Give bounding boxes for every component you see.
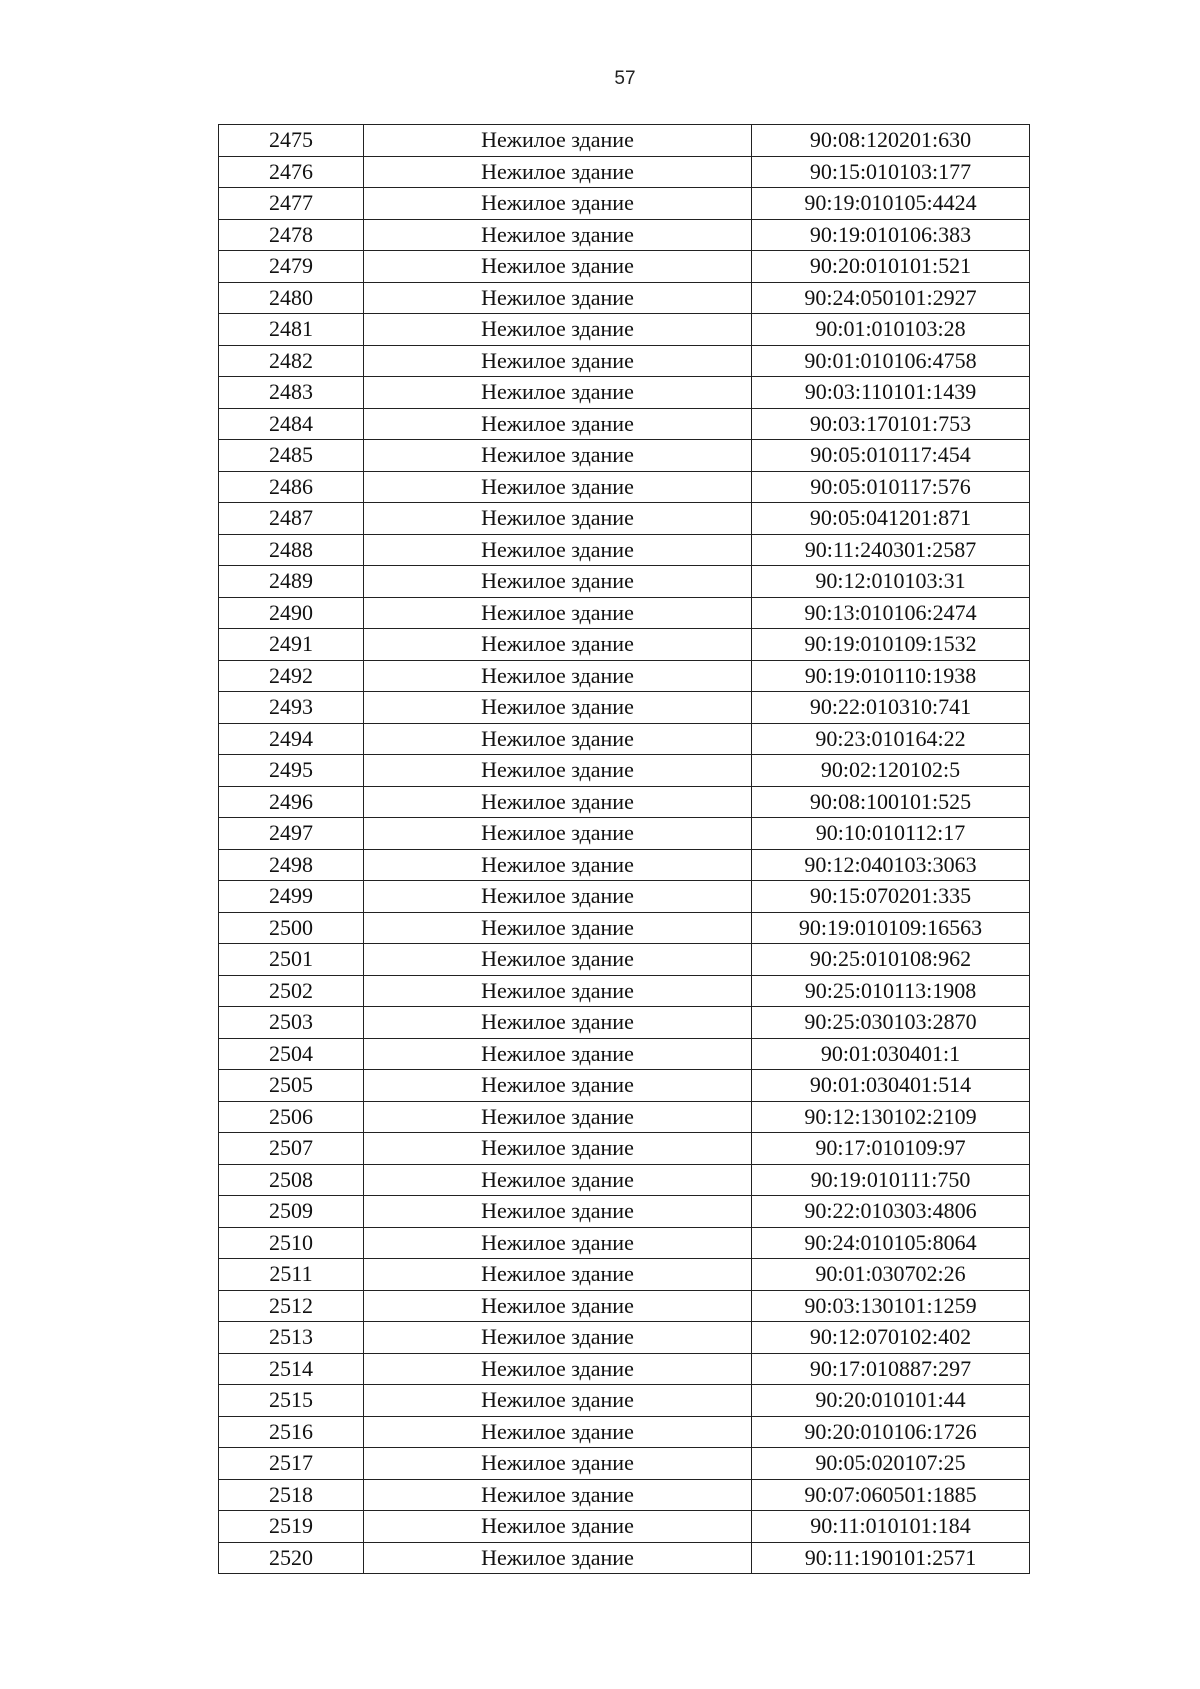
table-row: [219, 1164, 1030, 1196]
cadastral-number-cell: 90:13:010106:2474: [752, 597, 1030, 629]
row-number-cell: 2499: [219, 881, 364, 913]
object-type-cell: Нежилое здание: [364, 471, 752, 503]
cadastral-number-cell: 90:03:130101:1259: [752, 1290, 1030, 1322]
object-type-cell: Нежилое здание: [364, 1070, 752, 1102]
cadastral-number-cell: 90:03:110101:1439: [752, 377, 1030, 409]
row-number-cell: 2491: [219, 629, 364, 661]
table-row: [219, 1479, 1030, 1511]
object-type-cell: Нежилое здание: [364, 188, 752, 220]
registry-table: [218, 124, 1030, 1574]
row-number-cell: 2504: [219, 1038, 364, 1070]
cadastral-number-cell: 90:05:010117:454: [752, 440, 1030, 472]
object-type-cell: Нежилое здание: [364, 377, 752, 409]
object-type-cell: Нежилое здание: [364, 534, 752, 566]
object-type-cell: Нежилое здание: [364, 314, 752, 346]
table-row: [219, 1133, 1030, 1165]
cadastral-number-cell: 90:08:100101:525: [752, 786, 1030, 818]
object-type-cell: Нежилое здание: [364, 251, 752, 283]
cadastral-number-cell: 90:20:010101:521: [752, 251, 1030, 283]
object-type-cell: Нежилое здание: [364, 156, 752, 188]
cadastral-number-cell: 90:11:010101:184: [752, 1511, 1030, 1543]
object-type-cell: Нежилое здание: [364, 1290, 752, 1322]
table-row: [219, 1511, 1030, 1543]
table-row: [219, 1542, 1030, 1574]
table-row: [219, 471, 1030, 503]
object-type-cell: Нежилое здание: [364, 1448, 752, 1480]
cadastral-number-cell: 90:19:010105:4424: [752, 188, 1030, 220]
table-row: [219, 1353, 1030, 1385]
object-type-cell: Нежилое здание: [364, 660, 752, 692]
table-row: [219, 219, 1030, 251]
row-number-cell: 2520: [219, 1542, 364, 1574]
object-type-cell: Нежилое здание: [364, 1227, 752, 1259]
object-type-cell: Нежилое здание: [364, 503, 752, 535]
cadastral-number-cell: 90:19:010106:383: [752, 219, 1030, 251]
table-row: [219, 786, 1030, 818]
table-row: [219, 282, 1030, 314]
cadastral-number-cell: 90:19:010111:750: [752, 1164, 1030, 1196]
table-row: [219, 1101, 1030, 1133]
table-row: [219, 881, 1030, 913]
object-type-cell: Нежилое здание: [364, 125, 752, 157]
table-row: [219, 597, 1030, 629]
object-type-cell: Нежилое здание: [364, 1164, 752, 1196]
cadastral-number-cell: 90:24:050101:2927: [752, 282, 1030, 314]
row-number-cell: 2509: [219, 1196, 364, 1228]
table-row: [219, 755, 1030, 787]
row-number-cell: 2505: [219, 1070, 364, 1102]
object-type-cell: Нежилое здание: [364, 1416, 752, 1448]
row-number-cell: 2480: [219, 282, 364, 314]
cadastral-number-cell: 90:25:030103:2870: [752, 1007, 1030, 1039]
cadastral-number-cell: 90:10:010112:17: [752, 818, 1030, 850]
object-type-cell: Нежилое здание: [364, 849, 752, 881]
row-number-cell: 2500: [219, 912, 364, 944]
row-number-cell: 2507: [219, 1133, 364, 1165]
row-number-cell: 2475: [219, 125, 364, 157]
row-number-cell: 2501: [219, 944, 364, 976]
table-row: [219, 1038, 1030, 1070]
object-type-cell: Нежилое здание: [364, 1385, 752, 1417]
row-number-cell: 2495: [219, 755, 364, 787]
cadastral-number-cell: 90:05:041201:871: [752, 503, 1030, 535]
row-number-cell: 2493: [219, 692, 364, 724]
cadastral-number-cell: 90:19:010110:1938: [752, 660, 1030, 692]
row-number-cell: 2479: [219, 251, 364, 283]
row-number-cell: 2486: [219, 471, 364, 503]
object-type-cell: Нежилое здание: [364, 1511, 752, 1543]
row-number-cell: 2488: [219, 534, 364, 566]
table-row: [219, 125, 1030, 157]
cadastral-number-cell: 90:17:010887:297: [752, 1353, 1030, 1385]
table-row: [219, 1007, 1030, 1039]
object-type-cell: Нежилое здание: [364, 1133, 752, 1165]
object-type-cell: Нежилое здание: [364, 1542, 752, 1574]
table-row: [219, 818, 1030, 850]
object-type-cell: Нежилое здание: [364, 566, 752, 598]
table-row: [219, 723, 1030, 755]
row-number-cell: 2508: [219, 1164, 364, 1196]
table-row: [219, 1322, 1030, 1354]
cadastral-number-cell: 90:15:010103:177: [752, 156, 1030, 188]
object-type-cell: Нежилое здание: [364, 1479, 752, 1511]
cadastral-number-cell: 90:12:010103:31: [752, 566, 1030, 598]
cadastral-number-cell: 90:25:010108:962: [752, 944, 1030, 976]
cadastral-number-cell: 90:17:010109:97: [752, 1133, 1030, 1165]
object-type-cell: Нежилое здание: [364, 597, 752, 629]
registry-table-body: [219, 125, 1030, 1574]
row-number-cell: 2490: [219, 597, 364, 629]
table-row: [219, 566, 1030, 598]
cadastral-number-cell: 90:02:120102:5: [752, 755, 1030, 787]
object-type-cell: Нежилое здание: [364, 1353, 752, 1385]
object-type-cell: Нежилое здание: [364, 944, 752, 976]
table-row: [219, 1385, 1030, 1417]
object-type-cell: Нежилое здание: [364, 755, 752, 787]
row-number-cell: 2516: [219, 1416, 364, 1448]
cadastral-number-cell: 90:03:170101:753: [752, 408, 1030, 440]
cadastral-number-cell: 90:20:010106:1726: [752, 1416, 1030, 1448]
cadastral-number-cell: 90:25:010113:1908: [752, 975, 1030, 1007]
table-row: [219, 314, 1030, 346]
table-row: [219, 912, 1030, 944]
cadastral-number-cell: 90:01:030702:26: [752, 1259, 1030, 1291]
cadastral-number-cell: 90:07:060501:1885: [752, 1479, 1030, 1511]
cadastral-number-cell: 90:12:040103:3063: [752, 849, 1030, 881]
row-number-cell: 2496: [219, 786, 364, 818]
table-row: [219, 1227, 1030, 1259]
table-row: [219, 1259, 1030, 1291]
page-number: 57: [614, 68, 636, 89]
row-number-cell: 2482: [219, 345, 364, 377]
object-type-cell: Нежилое здание: [364, 1322, 752, 1354]
table-row: [219, 849, 1030, 881]
cadastral-number-cell: 90:11:190101:2571: [752, 1542, 1030, 1574]
table-row: [219, 660, 1030, 692]
row-number-cell: 2517: [219, 1448, 364, 1480]
table-row: [219, 944, 1030, 976]
cadastral-number-cell: 90:22:010310:741: [752, 692, 1030, 724]
object-type-cell: Нежилое здание: [364, 1196, 752, 1228]
row-number-cell: 2513: [219, 1322, 364, 1354]
table-row: [219, 1290, 1030, 1322]
cadastral-number-cell: 90:24:010105:8064: [752, 1227, 1030, 1259]
row-number-cell: 2487: [219, 503, 364, 535]
row-number-cell: 2483: [219, 377, 364, 409]
object-type-cell: Нежилое здание: [364, 881, 752, 913]
row-number-cell: 2519: [219, 1511, 364, 1543]
cadastral-number-cell: 90:01:030401:514: [752, 1070, 1030, 1102]
object-type-cell: Нежилое здание: [364, 345, 752, 377]
row-number-cell: 2494: [219, 723, 364, 755]
row-number-cell: 2506: [219, 1101, 364, 1133]
row-number-cell: 2503: [219, 1007, 364, 1039]
table-row: [219, 251, 1030, 283]
table-row: [219, 345, 1030, 377]
row-number-cell: 2510: [219, 1227, 364, 1259]
cadastral-number-cell: 90:12:070102:402: [752, 1322, 1030, 1354]
cadastral-number-cell: 90:12:130102:2109: [752, 1101, 1030, 1133]
table-row: [219, 188, 1030, 220]
object-type-cell: Нежилое здание: [364, 1259, 752, 1291]
table-row: [219, 408, 1030, 440]
row-number-cell: 2489: [219, 566, 364, 598]
row-number-cell: 2515: [219, 1385, 364, 1417]
object-type-cell: Нежилое здание: [364, 282, 752, 314]
object-type-cell: Нежилое здание: [364, 975, 752, 1007]
object-type-cell: Нежилое здание: [364, 629, 752, 661]
row-number-cell: 2514: [219, 1353, 364, 1385]
table-row: [219, 629, 1030, 661]
object-type-cell: Нежилое здание: [364, 408, 752, 440]
row-number-cell: 2492: [219, 660, 364, 692]
cadastral-number-cell: 90:20:010101:44: [752, 1385, 1030, 1417]
row-number-cell: 2518: [219, 1479, 364, 1511]
row-number-cell: 2477: [219, 188, 364, 220]
cadastral-number-cell: 90:01:010103:28: [752, 314, 1030, 346]
cadastral-number-cell: 90:22:010303:4806: [752, 1196, 1030, 1228]
table-row: [219, 156, 1030, 188]
cadastral-number-cell: 90:19:010109:1532: [752, 629, 1030, 661]
table-row: [219, 534, 1030, 566]
cadastral-number-cell: 90:05:010117:576: [752, 471, 1030, 503]
object-type-cell: Нежилое здание: [364, 1101, 752, 1133]
row-number-cell: 2485: [219, 440, 364, 472]
cadastral-number-cell: 90:01:010106:4758: [752, 345, 1030, 377]
row-number-cell: 2498: [219, 849, 364, 881]
table-row: [219, 1070, 1030, 1102]
row-number-cell: 2497: [219, 818, 364, 850]
object-type-cell: Нежилое здание: [364, 440, 752, 472]
cadastral-number-cell: 90:23:010164:22: [752, 723, 1030, 755]
table-row: [219, 1416, 1030, 1448]
table-row: [219, 692, 1030, 724]
object-type-cell: Нежилое здание: [364, 1038, 752, 1070]
row-number-cell: 2502: [219, 975, 364, 1007]
row-number-cell: 2512: [219, 1290, 364, 1322]
table-row: [219, 440, 1030, 472]
cadastral-number-cell: 90:08:120201:630: [752, 125, 1030, 157]
table-row: [219, 1196, 1030, 1228]
object-type-cell: Нежилое здание: [364, 1007, 752, 1039]
row-number-cell: 2511: [219, 1259, 364, 1291]
object-type-cell: Нежилое здание: [364, 818, 752, 850]
row-number-cell: 2478: [219, 219, 364, 251]
cadastral-number-cell: 90:05:020107:25: [752, 1448, 1030, 1480]
row-number-cell: 2484: [219, 408, 364, 440]
cadastral-number-cell: 90:11:240301:2587: [752, 534, 1030, 566]
table-row: [219, 1448, 1030, 1480]
table-row: [219, 975, 1030, 1007]
row-number-cell: 2481: [219, 314, 364, 346]
table-row: [219, 503, 1030, 535]
object-type-cell: Нежилое здание: [364, 786, 752, 818]
row-number-cell: 2476: [219, 156, 364, 188]
table-row: [219, 377, 1030, 409]
cadastral-number-cell: 90:19:010109:16563: [752, 912, 1030, 944]
cadastral-number-cell: 90:15:070201:335: [752, 881, 1030, 913]
object-type-cell: Нежилое здание: [364, 692, 752, 724]
object-type-cell: Нежилое здание: [364, 912, 752, 944]
object-type-cell: Нежилое здание: [364, 723, 752, 755]
cadastral-number-cell: 90:01:030401:1: [752, 1038, 1030, 1070]
object-type-cell: Нежилое здание: [364, 219, 752, 251]
